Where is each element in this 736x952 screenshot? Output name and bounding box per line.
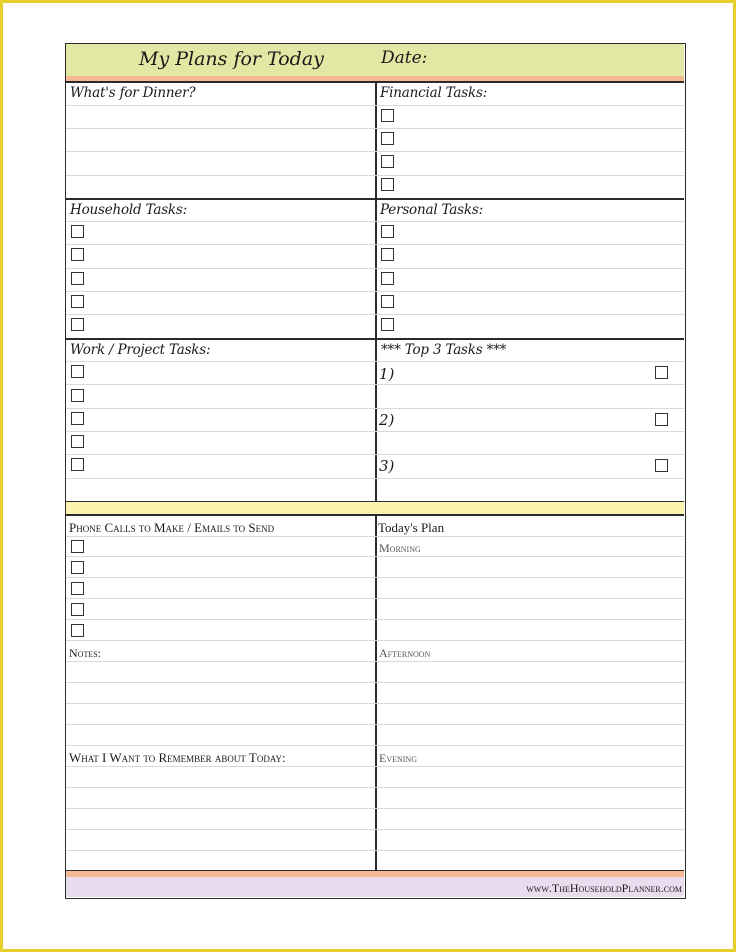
personal-checkbox[interactable]: [381, 295, 394, 308]
rule: [66, 268, 684, 269]
phone-label: Phone Calls to Make / Emails to Send: [69, 520, 275, 535]
phone-checkbox[interactable]: [71, 561, 84, 574]
work-checkbox[interactable]: [71, 435, 84, 448]
work-checkbox[interactable]: [71, 412, 84, 425]
page-title: My Plans for Today: [139, 48, 324, 70]
financial-checkbox[interactable]: [381, 155, 394, 168]
household-checkbox[interactable]: [71, 248, 84, 261]
rule: [66, 384, 684, 385]
top3-item-3: 3): [379, 457, 395, 475]
work-checkbox[interactable]: [71, 458, 84, 471]
rule: [66, 105, 684, 106]
rule: [66, 151, 684, 152]
rule: [66, 661, 684, 662]
household-checkbox[interactable]: [71, 318, 84, 331]
rule: [66, 787, 684, 788]
household-checkbox[interactable]: [71, 225, 84, 238]
remember-label: What I Want to Remember about Today:: [69, 750, 286, 765]
phone-checkbox[interactable]: [71, 624, 84, 637]
rule: [66, 829, 684, 830]
rule: [66, 431, 684, 432]
rule: [66, 291, 684, 292]
household-checkbox[interactable]: [71, 295, 84, 308]
section-rule: [66, 198, 684, 200]
rule: [66, 850, 684, 851]
rule: [66, 128, 684, 129]
rule: [66, 703, 684, 704]
financial-label: Financial Tasks:: [380, 85, 488, 101]
work-label: Work / Project Tasks:: [70, 342, 211, 358]
notes-label: Notes:: [69, 646, 101, 660]
planner-sheet: [65, 43, 686, 899]
rule: [66, 619, 684, 620]
rule: [66, 724, 684, 725]
footer-url[interactable]: www.TheHouseholdPlanner.com: [526, 881, 682, 895]
personal-checkbox[interactable]: [381, 225, 394, 238]
financial-checkbox[interactable]: [381, 109, 394, 122]
rule: [66, 808, 684, 809]
rule: [66, 408, 684, 409]
top3-item-1: 1): [379, 365, 395, 383]
financial-checkbox[interactable]: [381, 132, 394, 145]
household-label: Household Tasks:: [70, 202, 187, 218]
top3-item-2: 2): [379, 411, 395, 429]
rule: [66, 454, 684, 455]
rule: [66, 745, 684, 746]
dinner-label: What's for Dinner?: [70, 85, 196, 101]
rule: [66, 221, 684, 222]
rule: [66, 556, 684, 557]
rule: [66, 536, 684, 537]
rule: [66, 478, 684, 479]
rule: [66, 577, 684, 578]
financial-checkbox[interactable]: [381, 178, 394, 191]
divider-band: [66, 502, 684, 514]
date-label: Date:: [381, 48, 428, 68]
rule: [66, 766, 684, 767]
todays-plan-label: Today's Plan: [378, 520, 445, 535]
top3-checkbox-1[interactable]: [655, 366, 668, 379]
top3-checkbox-2[interactable]: [655, 413, 668, 426]
phone-checkbox[interactable]: [71, 540, 84, 553]
rule: [66, 640, 684, 641]
morning-label: Morning: [379, 541, 421, 555]
rule: [66, 175, 684, 176]
phone-checkbox[interactable]: [71, 582, 84, 595]
work-checkbox[interactable]: [71, 365, 84, 378]
phone-checkbox[interactable]: [71, 603, 84, 616]
personal-label: Personal Tasks:: [380, 202, 483, 218]
rule: [66, 244, 684, 245]
rule: [66, 682, 684, 683]
work-checkbox[interactable]: [71, 389, 84, 402]
evening-label: Evening: [379, 751, 417, 765]
lower-column-divider: [375, 515, 377, 871]
household-checkbox[interactable]: [71, 272, 84, 285]
section-rule: [66, 338, 684, 340]
personal-checkbox[interactable]: [381, 272, 394, 285]
top3-label: *** Top 3 Tasks ***: [381, 342, 507, 358]
top3-checkbox-3[interactable]: [655, 459, 668, 472]
rule: [66, 314, 684, 315]
personal-checkbox[interactable]: [381, 318, 394, 331]
rule: [66, 361, 684, 362]
rule: [66, 598, 684, 599]
afternoon-label: Afternoon: [379, 646, 431, 660]
personal-checkbox[interactable]: [381, 248, 394, 261]
upper-column-divider: [375, 82, 377, 502]
